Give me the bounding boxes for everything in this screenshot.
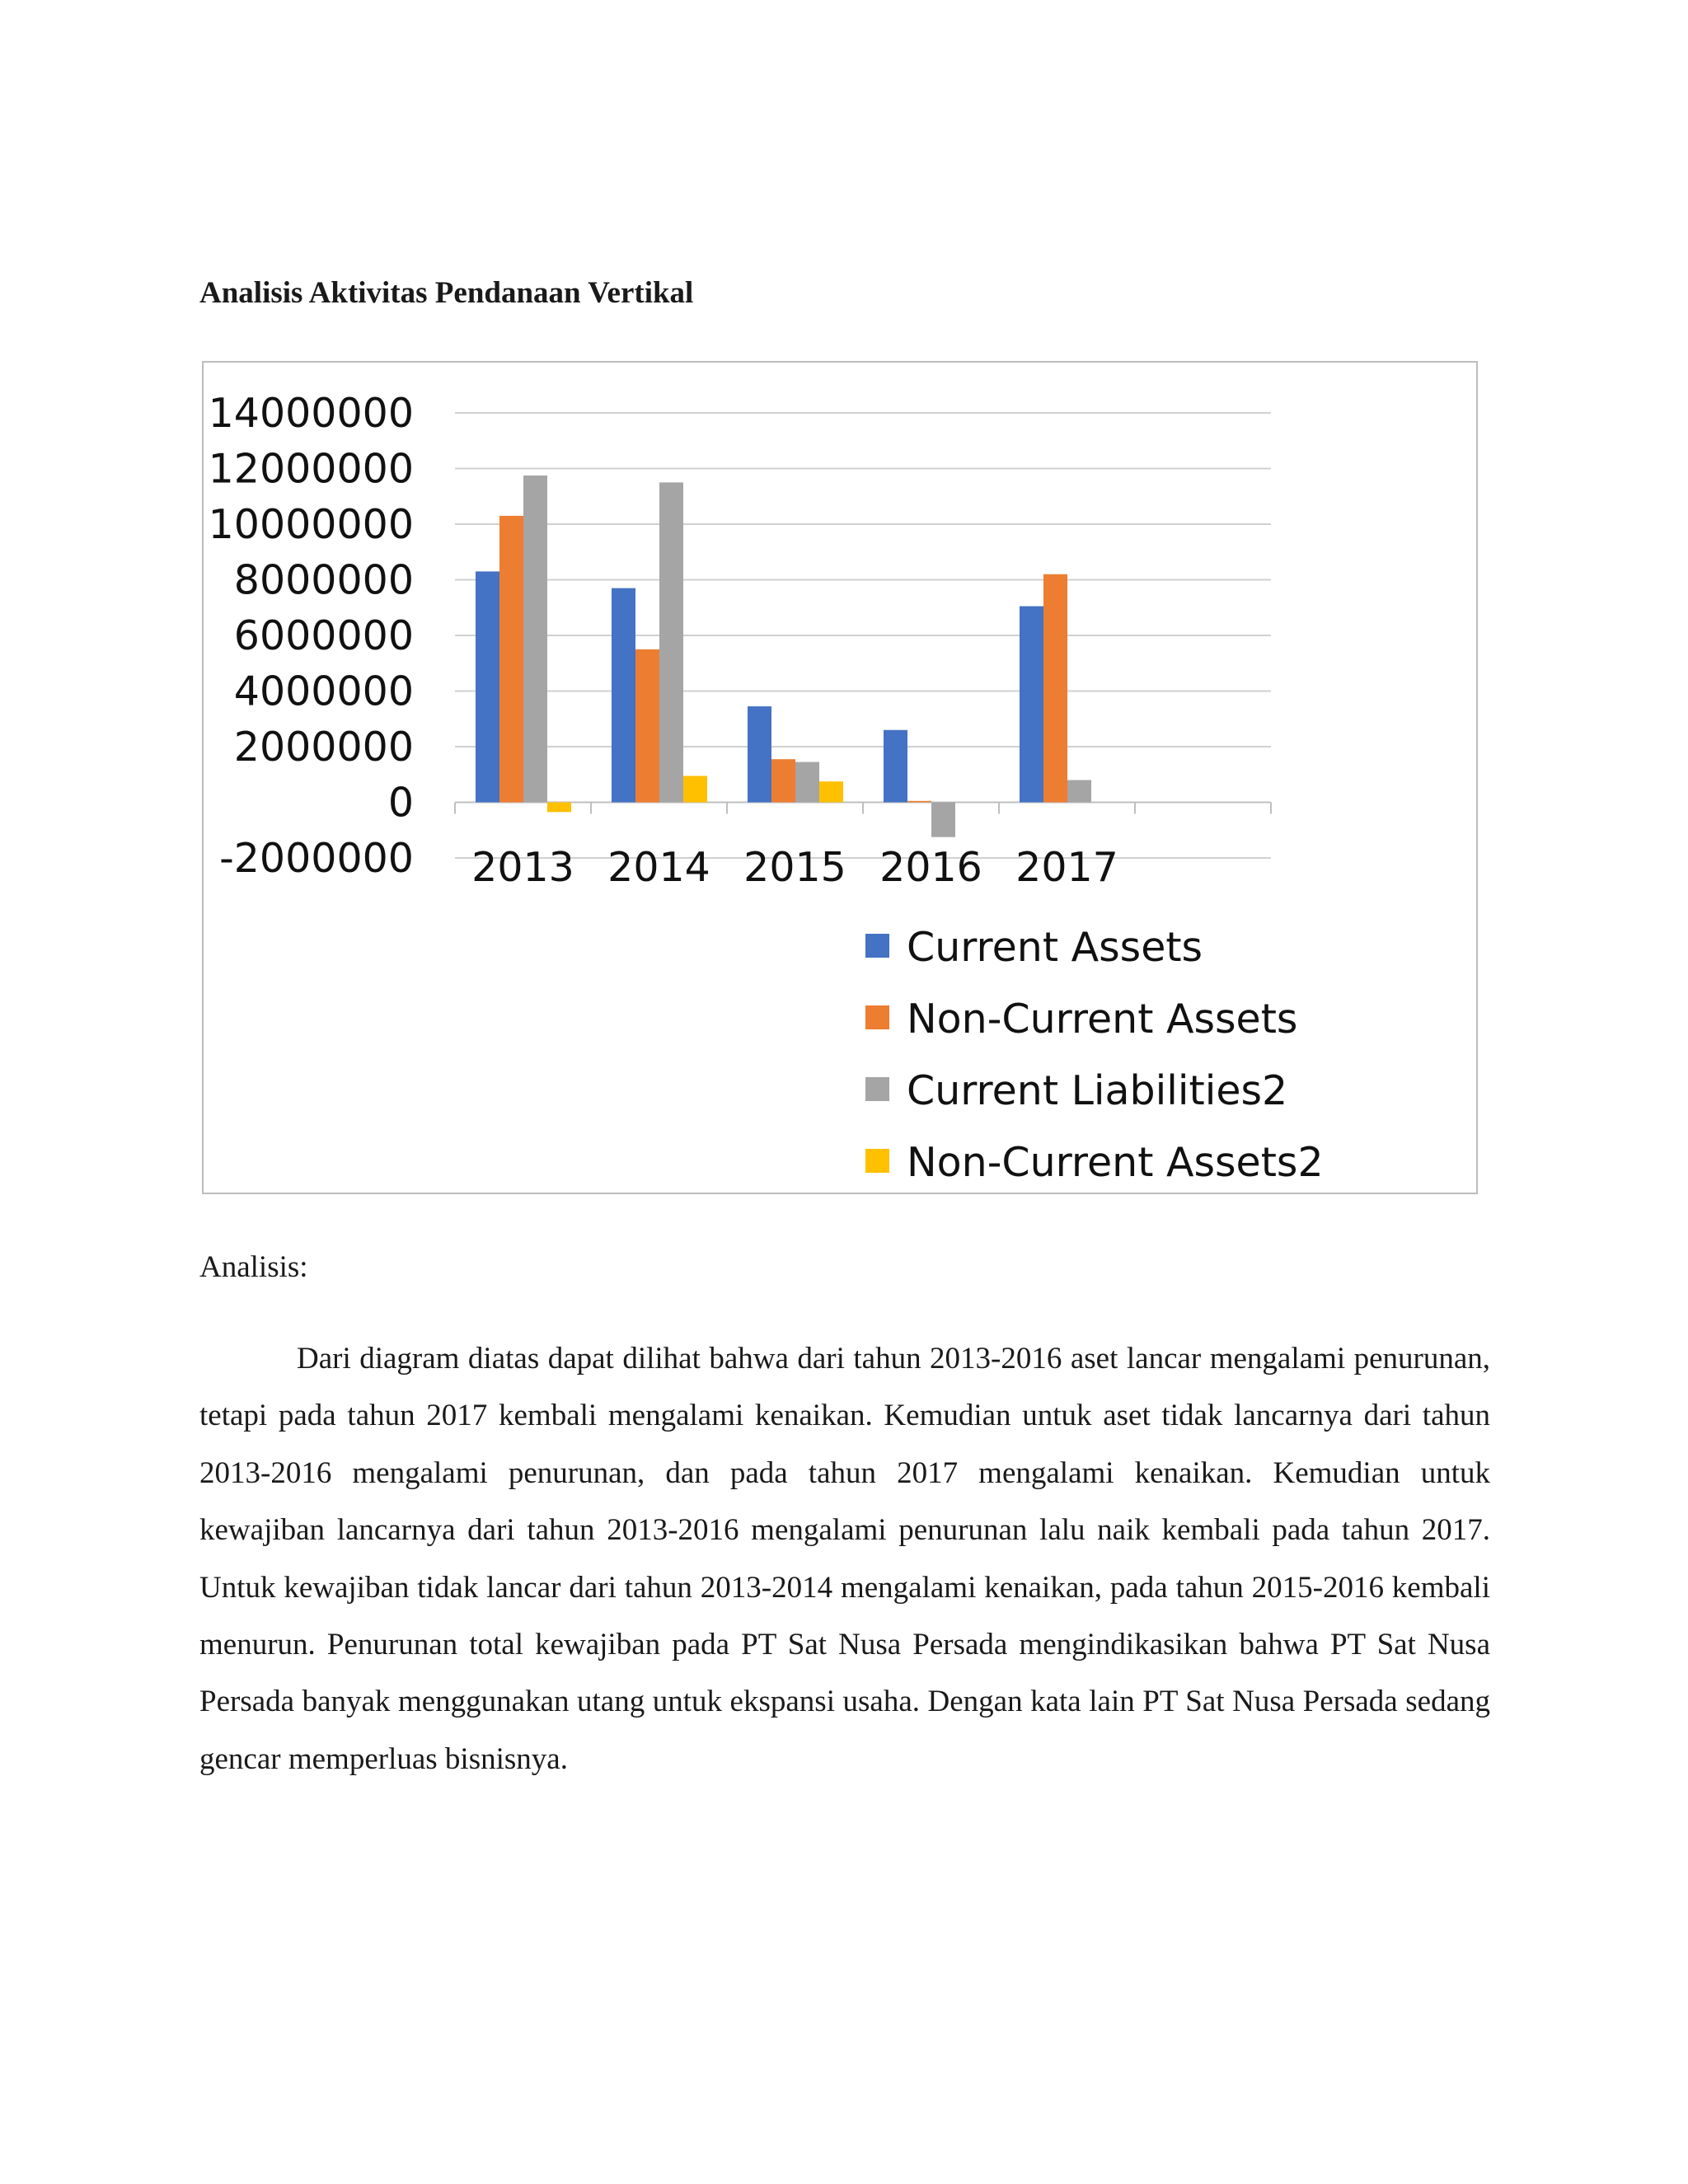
bar-non-current-assets-2017 — [1043, 574, 1067, 803]
y-tick-label: -2000000 — [219, 835, 414, 882]
y-tick-label: 10000000 — [208, 501, 414, 548]
y-tick-label: 0 — [387, 779, 414, 827]
analysis-heading: Analisis: — [199, 1250, 308, 1284]
legend-swatch — [865, 934, 889, 958]
x-tick-label: 2014 — [607, 844, 710, 891]
x-tick-label: 2015 — [743, 844, 846, 891]
bar-current-assets-2016 — [884, 730, 907, 803]
y-tick-label: 12000000 — [208, 445, 414, 493]
bar-current-assets-2017 — [1020, 607, 1043, 803]
bar-current-liabilities2-2013 — [523, 476, 547, 803]
legend-swatch — [865, 1077, 889, 1101]
bar-current-liabilities2-2015 — [795, 762, 819, 803]
legend-label: Non-Current Assets — [907, 996, 1298, 1043]
bar-current-liabilities2-2017 — [1067, 780, 1091, 803]
y-tick-label: 6000000 — [233, 612, 414, 659]
page-title: Analisis Aktivitas Pendanaan Vertikal — [199, 276, 694, 310]
y-tick-label: 4000000 — [233, 668, 414, 715]
legend-label: Current Liabilities2 — [907, 1067, 1288, 1114]
y-tick-label: 8000000 — [233, 556, 414, 604]
legend-swatch — [865, 1149, 889, 1173]
x-tick-label: 2016 — [879, 844, 982, 891]
bar-non-current-assets2-2013 — [547, 803, 571, 813]
bar-current-assets-2013 — [476, 571, 499, 802]
bar-current-assets-2015 — [748, 706, 771, 802]
bar-current-assets-2014 — [612, 588, 635, 803]
legend-label: Current Assets — [907, 924, 1203, 971]
bar-chart — [202, 361, 1478, 1194]
bar-non-current-assets-2015 — [771, 759, 795, 802]
legend-label: Non-Current Assets2 — [907, 1139, 1324, 1186]
x-tick-label: 2013 — [471, 844, 574, 891]
bar-non-current-assets2-2015 — [819, 781, 843, 802]
bar-non-current-assets2-2014 — [683, 776, 707, 802]
legend-swatch — [865, 1005, 889, 1029]
bar-non-current-assets-2016 — [907, 801, 931, 803]
bar-non-current-assets-2014 — [635, 649, 659, 803]
bar-current-liabilities2-2016 — [931, 803, 955, 837]
y-tick-label: 2000000 — [233, 724, 414, 771]
bar-current-liabilities2-2014 — [659, 482, 683, 802]
bar-chart-canvas — [204, 363, 1479, 1196]
y-tick-label: 14000000 — [208, 390, 414, 437]
x-tick-label: 2017 — [1015, 844, 1118, 891]
bar-non-current-assets-2013 — [499, 516, 523, 803]
analysis-paragraph: Dari diagram diatas dapat dilihat bahwa dari tahun 2013-2016 aset lancar mengalami penurunan, tetapi pada tahun 2017 kembali mengalami kenaikan. Kemudian untuk aset tidak lancarnya dari tahun 2013-2016 mengalami penurunan, dan pada tahun 2017 mengalami kenaikan. Kemudian untuk kewajiban lancarnya dari tahun 2013-2016 mengalami penurunan lalu naik kembali pada tahun 2017. Untuk kewajiban tidak lancar dari tahun 2013-2014 mengalami kenaikan, pada tahun 2015-2016 kembali menurun. Penurunan total kewajiban pada PT Sat Nusa Persada mengindikasikan bahwa PT Sat Nusa Persada banyak menggunakan utang untuk ekspansi usaha. Dengan kata lain PT Sat Nusa Persada sedang gencar memperluas bisnisnya. — [199, 1342, 1490, 1776]
